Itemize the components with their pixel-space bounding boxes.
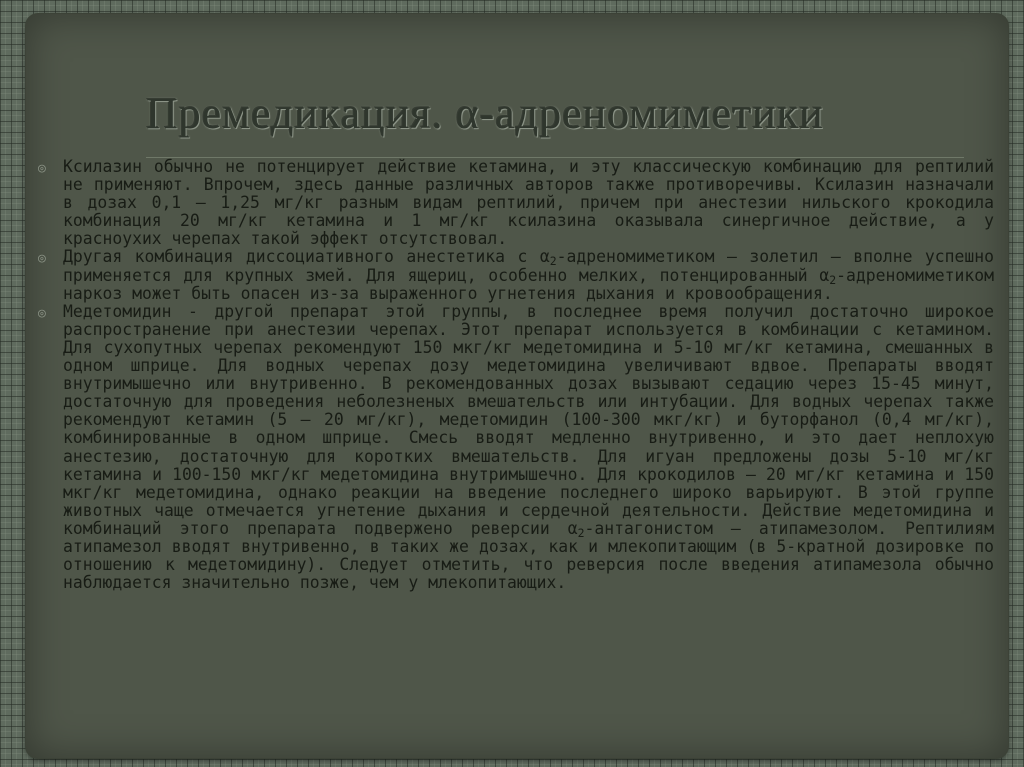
subscript: 2 bbox=[549, 254, 557, 269]
paragraph-zoletil bbox=[38, 248, 994, 302]
slide-title: Премедикация. α-адреномиметики bbox=[146, 89, 824, 138]
paragraph-text: Медетомидин - другой препарат этой группы, в последнее время получил достаточно широкое распространение при анестезии черепах. Этот препарат используется в комбинации с кетамином. Для сухопутных черепах рекомендуют 150 мкг/кг медетомидина и 5-10 мг/кг кетамина, смешанных в одном шприце. Для водных черепах дозу медетомидина увеличивают вдвое. Препараты вводят внутримышечно или внутривенно. В рекомендованных дозах вызывают седацию через 15-45 минут, достаточную для проведения неболезненых вмешательств или интубации. Для водных черепах также рекомендуют кетамин (5 — 20 мг/кг), медетомидин (100-300 мкг/кг) и буторфанол (0,4 мг/кг), комбинированные в одном шприце. Смесь вводят медленно внутривенно, и это дает неплохую анестезию, достаточную для коротких вмешательств. Для игуан предложены дозы 5-10 мг/кг кетамина и 100-150 мкг/кг медетомидина внутримышечно. Для крокодилов – 20 мг/кг кетамина и 150 мкг/кг медетомидина, однако реакции на введение последнего широко варьируют. В этой группе животных чаще отмечается угнетение дыхания и сердечной деятельности. Действие медетомидина и комбинаций этого препарата подвержено реверсии α bbox=[63, 301, 994, 538]
paragraph-medetomidine bbox=[38, 303, 994, 593]
subscript: 2 bbox=[577, 525, 585, 540]
bullet-icon: ◎ bbox=[38, 161, 46, 176]
subscript: 2 bbox=[829, 272, 837, 287]
paragraph-text: -адреномиметиком — золетил — вполне успешно применяется для крупных змей. Для ящериц, особенно мелких, потенцированный α bbox=[63, 247, 994, 285]
paragraph-text: -адреномиметиком наркоз может быть опасен из-за выраженного угнетения дыхания и кровообращения. bbox=[63, 265, 994, 303]
bullet-icon: ◎ bbox=[38, 251, 46, 267]
paragraph-text: Другая комбинация диссоциативного анестетика с α bbox=[63, 247, 550, 267]
paragraph-xylazine bbox=[38, 158, 994, 248]
bullet-icon: ◎ bbox=[38, 305, 46, 321]
slide-body bbox=[38, 158, 994, 592]
paragraph-text: Ксилазин обычно не потенцирует действие кетамина, и эту классическую комбинацию для рептилий не применяют. Впрочем, здесь данные различных авторов также противоречивы. Ксилазин назначали в дозах 0,1 — 1,25 мг/кг разным видам рептилий, причем при анестезии нильского крокодила комбинация 20 мг/кг кетамина и 1 мг/кг ксилазина оказывала синергичное действие, а у красноухих черепах такой эффект отсутствовал. bbox=[63, 157, 994, 249]
paragraph-text: -антагонистом — атипамезолом. Рептилиям атипамезол вводят внутривенно, в таких же дозах, как и млекопитающим (в 5-кратной дозировке по отношению к медетомидину). Следует отметить, что реверсия после введения атипамезола обычно наблюдается значительно позже, чем у млекопитающих. bbox=[63, 518, 994, 593]
